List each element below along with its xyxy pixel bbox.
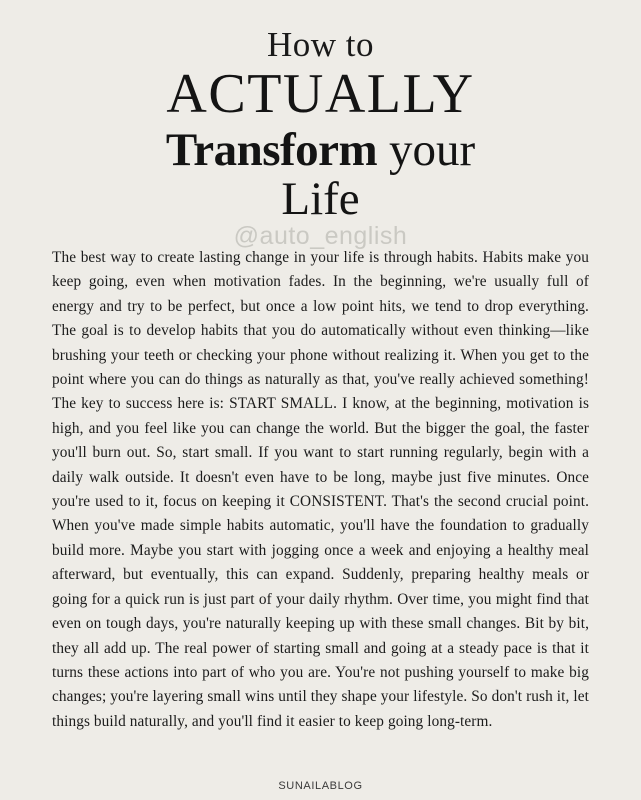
title-line-1: How to — [266, 25, 375, 64]
title-line-2: ACTUALLY — [166, 63, 475, 125]
title-line-3-bold: Transform — [165, 124, 378, 176]
title-block — [52, 26, 589, 224]
title-line-4: Life — [281, 173, 360, 225]
title-line-3 — [52, 124, 589, 176]
body-paragraph: The best way to create lasting change in your life is through habits. Habits make you keep going, even when motivation fades. In the beginning, we're usually full of energy and try to be perfect, but once a low point hits, we tend to drop everything. The goal is to develop habits that you do automatically without even thinking—like brushing your teeth or checking your phone without realizing it. When you get to the point where you can do things as naturally as that, you've really achieved something! The key to success here is: START SMALL. I know, at the beginning, motivation is high, and you feel like you can change the world. But the bigger the goal, the faster you'll burn out. So, start small. If you want to start running regularly, begin with a daily walk outside. It doesn't even have to be long, maybe just five minutes. Once you're used to it, focus on keeping it CONSISTENT. That's the second crucial point. When you've made simple habits automatic, you'll have the foundation to gradually build more. Maybe you start with jogging once a week and enjoying a healthy meal afterward, but eventually, this can expand. Suddenly, preparing healthy meals or going for a quick run is just part of your daily rhythm. Over time, you might find that even on tough days, you're naturally keeping up with these small changes. Bit by bit, they all add up. The real power of starting small and going at a steady pace is that it turns these actions into part of who you are. You're not pushing yourself to make big changes; you're layering small wins until they shape your lifestyle. So don't rush it, let things build naturally, and you'll find it easier to keep going long-term. — [52, 249, 589, 730]
footer-credit: SUNAILABLOG — [278, 780, 363, 792]
title-line-3-rest: your — [377, 124, 476, 176]
watermark-handle: @auto_english — [233, 222, 408, 250]
